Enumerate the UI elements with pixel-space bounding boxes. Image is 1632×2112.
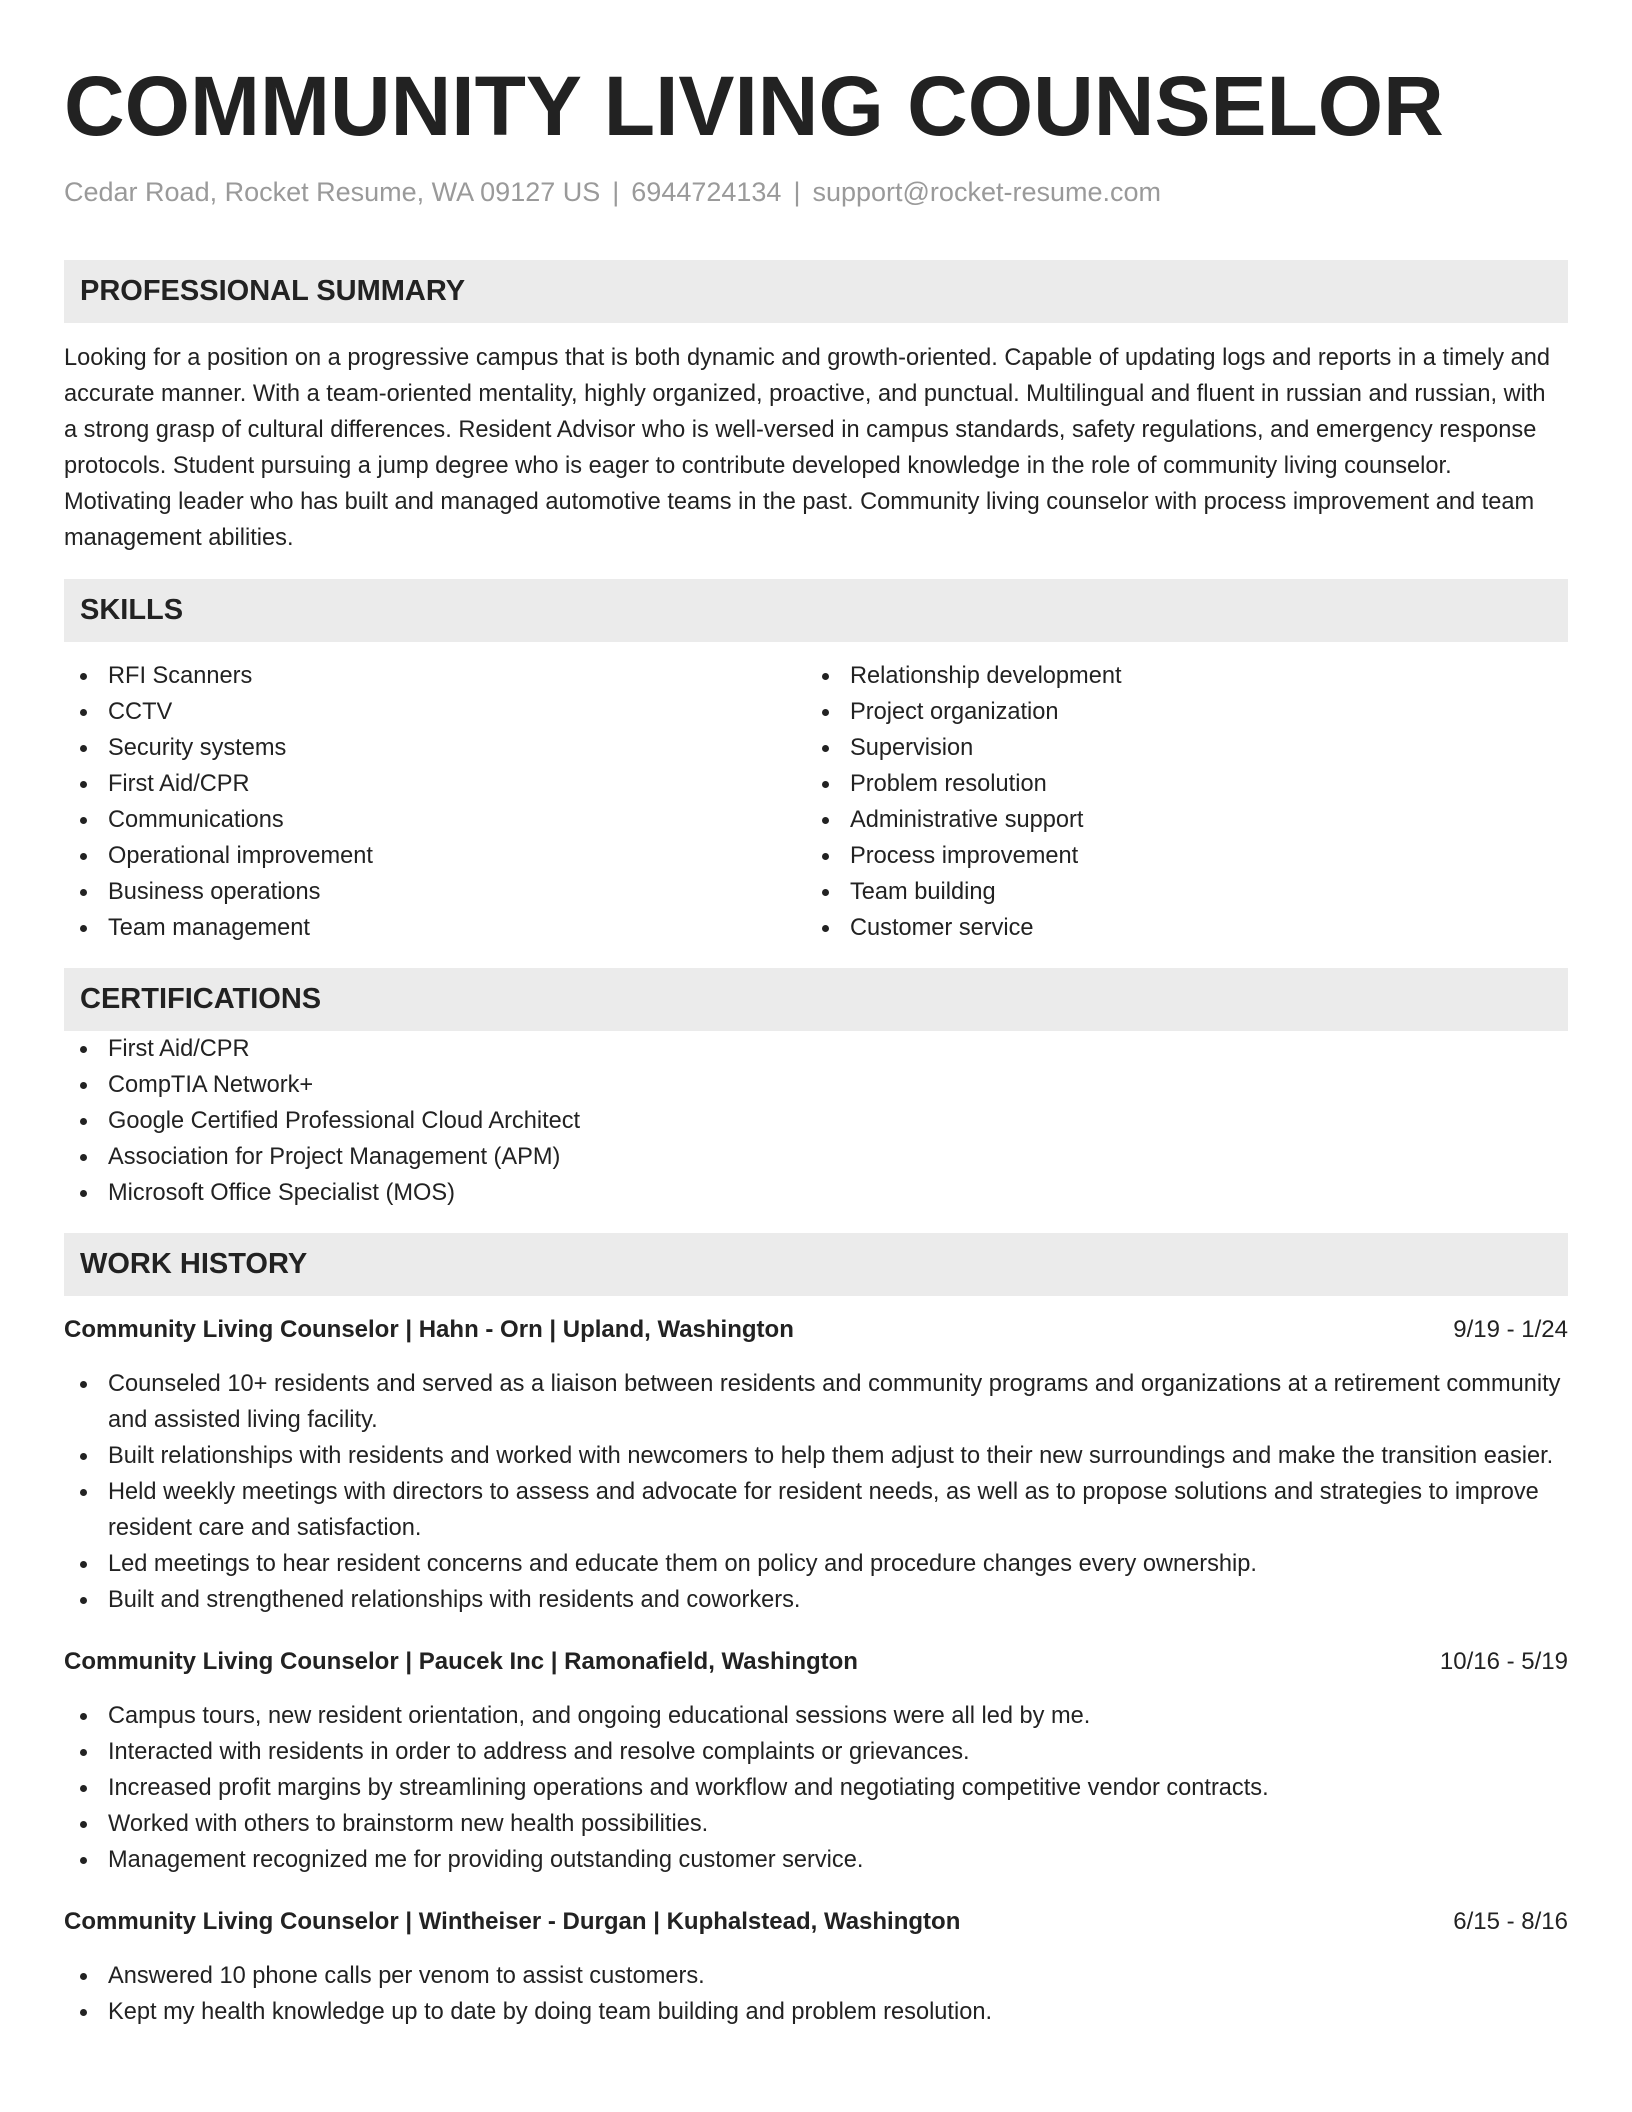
job-title: Community Living Counselor | Paucek Inc | Ramonafield, Washington bbox=[64, 1648, 858, 1675]
job-bullet: Kept my health knowledge up to date by doing team building and problem resolution. bbox=[64, 1994, 1568, 2030]
skill-item: Process improvement bbox=[806, 838, 1558, 874]
job-bullet: Built and strengthened relationships with residents and coworkers. bbox=[64, 1582, 1568, 1618]
skill-item: Team building bbox=[806, 874, 1558, 910]
skill-item: First Aid/CPR bbox=[64, 766, 816, 802]
skills-list-left bbox=[64, 658, 816, 946]
section-heading-summary: PROFESSIONAL SUMMARY bbox=[64, 260, 1568, 323]
contact-phone: 6944724134 bbox=[631, 177, 782, 207]
job-dates: 10/16 - 5/19 bbox=[1439, 1648, 1568, 1675]
skills-columns bbox=[64, 658, 1568, 946]
skill-item: Problem resolution bbox=[806, 766, 1558, 802]
skill-item: Operational improvement bbox=[64, 838, 816, 874]
job-dates: 9/19 - 1/24 bbox=[1453, 1316, 1568, 1343]
skill-item: CCTV bbox=[64, 694, 816, 730]
job-bullet: Counseled 10+ residents and served as a liaison between residents and community programs and organizations at a retirement community and assisted living facility. bbox=[64, 1366, 1568, 1438]
job-bullet: Campus tours, new resident orientation, and ongoing educational sessions were all led by me. bbox=[64, 1698, 1568, 1734]
certification-item: Association for Project Management (APM) bbox=[64, 1139, 1568, 1175]
job-title: Community Living Counselor | Hahn - Orn | Upland, Washington bbox=[64, 1316, 794, 1343]
skill-item: Administrative support bbox=[806, 802, 1558, 838]
skill-item: Supervision bbox=[806, 730, 1558, 766]
skills-list-right bbox=[806, 658, 1558, 946]
resume-name: COMMUNITY LIVING COUNSELOR bbox=[64, 59, 1444, 153]
job-entry bbox=[64, 1644, 1568, 1878]
job-bullet: Built relationships with residents and worked with newcomers to help them adjust to their new surroundings and make the transition easier. bbox=[64, 1438, 1568, 1474]
job-header bbox=[64, 1904, 1568, 1940]
job-entry bbox=[64, 1312, 1568, 1618]
job-bullet: Answered 10 phone calls per venom to assist customers. bbox=[64, 1958, 1568, 1994]
contact-separator: | bbox=[793, 177, 801, 207]
section-heading-certifications: CERTIFICATIONS bbox=[64, 968, 1568, 1031]
job-bullet: Led meetings to hear resident concerns and educate them on policy and procedure changes every ownership. bbox=[64, 1546, 1568, 1582]
job-entry bbox=[64, 1904, 1568, 2030]
skill-item: Security systems bbox=[64, 730, 816, 766]
summary-text: Looking for a position on a progressive campus that is both dynamic and growth-oriented. Capable of updating logs and reports in a timely and accurate manner. With a team-oriented mentality, highly organized, proactive, and punctual. Multilingual and fluent in russian and russian, with a strong grasp of cultural differences. Resident Advisor who is well-versed in campus standards, safety regulations, and emergency response protocols. Student pursuing a jump degree who is eager to contribute developed knowledge in the role of community living counselor. Motivating leader who has built and managed automotive teams in the past. Community living counselor with process improvement and team management abilities. bbox=[64, 345, 1550, 551]
job-bullet: Management recognized me for providing outstanding customer service. bbox=[64, 1842, 1568, 1878]
job-title: Community Living Counselor | Wintheiser - Durgan | Kuphalstead, Washington bbox=[64, 1908, 961, 1935]
certification-item: Microsoft Office Specialist (MOS) bbox=[64, 1175, 1568, 1211]
certifications-list bbox=[64, 1031, 1568, 1211]
job-header bbox=[64, 1312, 1568, 1348]
skill-item: Project organization bbox=[806, 694, 1558, 730]
certification-item: CompTIA Network+ bbox=[64, 1067, 1568, 1103]
skill-item: RFI Scanners bbox=[64, 658, 816, 694]
job-dates: 6/15 - 8/16 bbox=[1453, 1908, 1568, 1935]
certification-item: First Aid/CPR bbox=[64, 1031, 1568, 1067]
skill-item: Business operations bbox=[64, 874, 816, 910]
contact-address: Cedar Road, Rocket Resume, WA 09127 US bbox=[64, 177, 601, 207]
job-bullets bbox=[64, 1366, 1568, 1618]
contact-line bbox=[64, 176, 1568, 208]
job-header bbox=[64, 1644, 1568, 1680]
job-bullets bbox=[64, 1958, 1568, 2030]
contact-separator: | bbox=[612, 177, 620, 207]
job-bullet: Interacted with residents in order to address and resolve complaints or grievances. bbox=[64, 1734, 1568, 1770]
section-heading-skills: SKILLS bbox=[64, 579, 1568, 642]
job-bullet: Worked with others to brainstorm new health possibilities. bbox=[64, 1806, 1568, 1842]
skill-item: Team management bbox=[64, 910, 816, 946]
skill-item: Customer service bbox=[806, 910, 1558, 946]
contact-email: support@rocket-resume.com bbox=[812, 177, 1161, 207]
job-bullet: Increased profit margins by streamlining operations and workflow and negotiating competitive vendor contracts. bbox=[64, 1770, 1568, 1806]
certification-item: Google Certified Professional Cloud Architect bbox=[64, 1103, 1568, 1139]
skill-item: Communications bbox=[64, 802, 816, 838]
job-bullet: Held weekly meetings with directors to assess and advocate for resident needs, as well as to propose solutions and strategies to improve resident care and satisfaction. bbox=[64, 1474, 1568, 1546]
skill-item: Relationship development bbox=[806, 658, 1558, 694]
job-bullets bbox=[64, 1698, 1568, 1878]
section-heading-work-history: WORK HISTORY bbox=[64, 1233, 1568, 1296]
